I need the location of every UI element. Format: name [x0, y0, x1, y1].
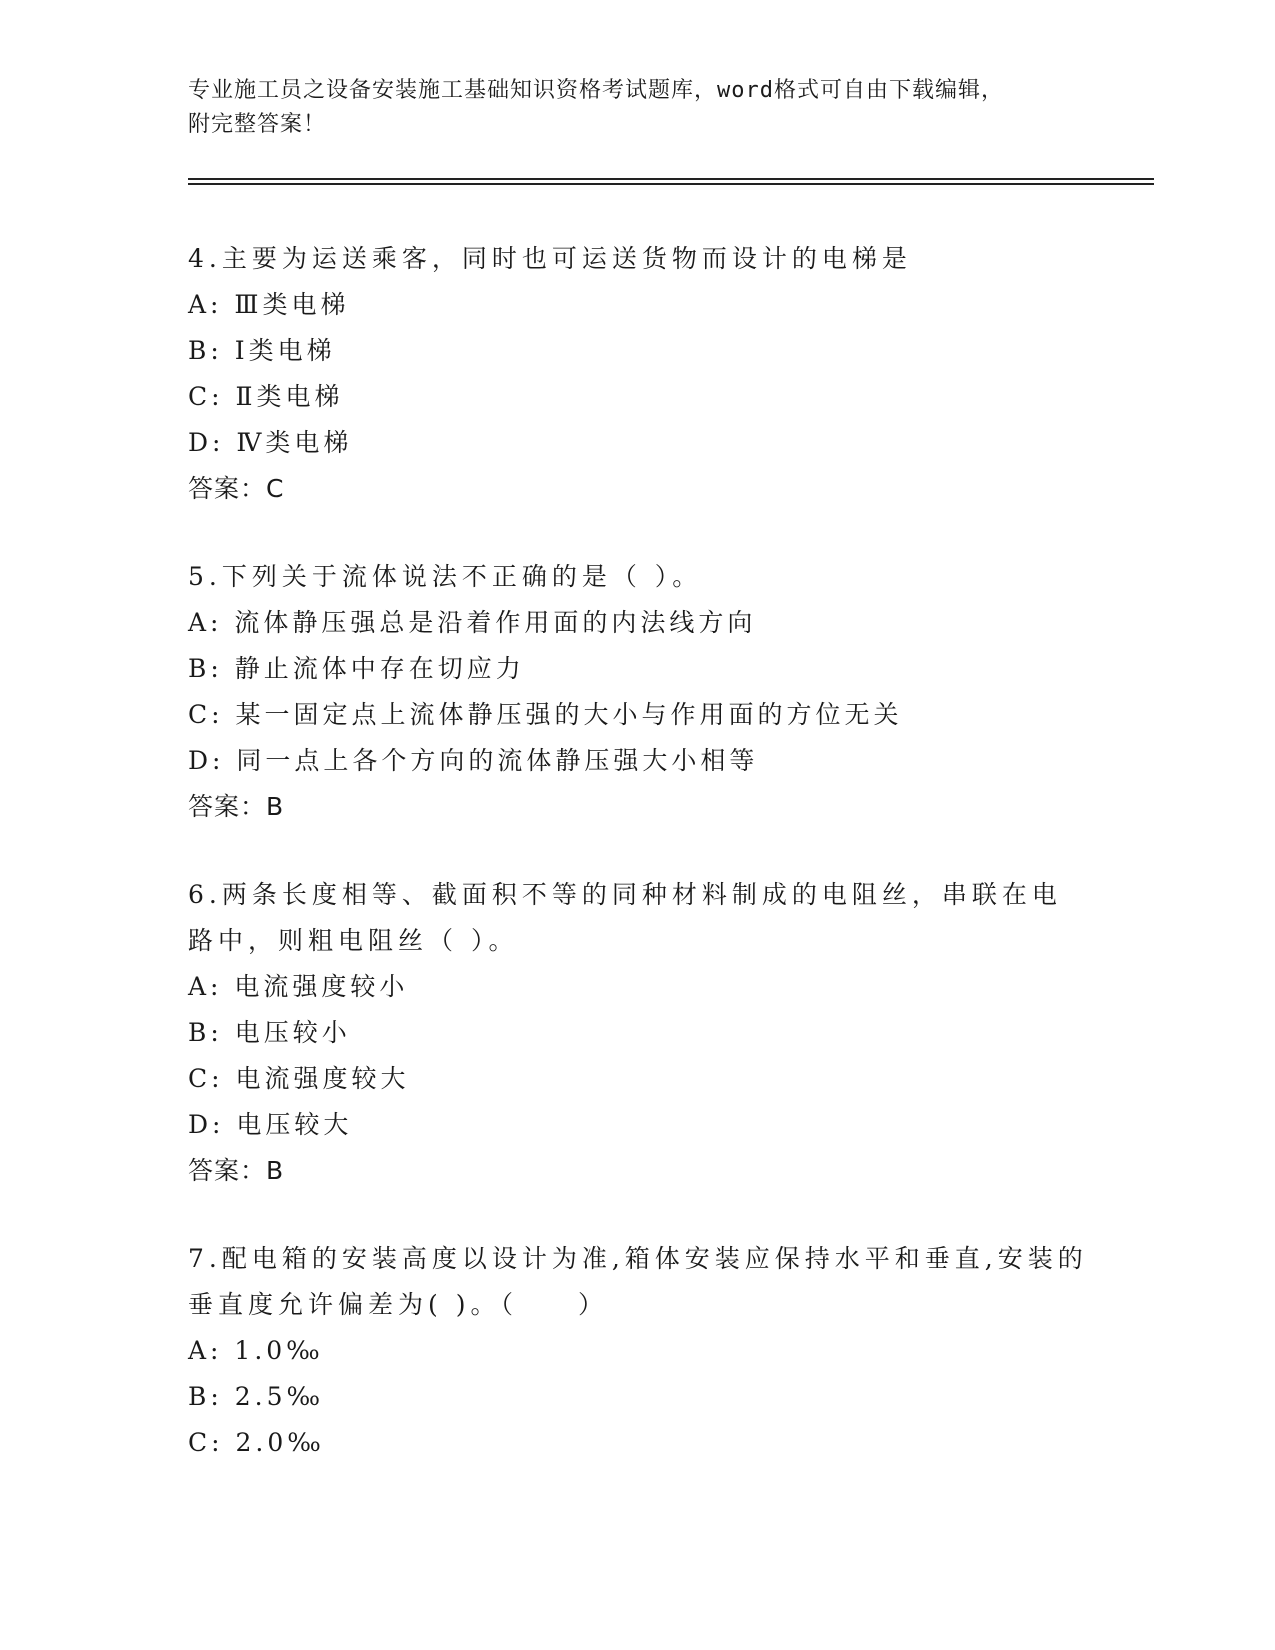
option-d: D: 同一点上各个方向的流体静压强大小相等 — [188, 746, 759, 775]
question-4 — [188, 236, 1088, 512]
option-c: C: 2.0‰ — [188, 1428, 325, 1457]
option-a: A: Ⅲ类电梯 — [188, 290, 350, 319]
answer-line: 答案：B — [188, 1156, 285, 1185]
question-6 — [188, 872, 1088, 1194]
question-7 — [188, 1236, 1088, 1466]
option-a: A: 电流强度较小 — [188, 972, 409, 1001]
option-d: D: Ⅳ类电梯 — [188, 428, 353, 457]
option-b: B: 2.5‰ — [188, 1382, 325, 1411]
option-a: A: 1.0‰ — [188, 1336, 324, 1365]
question-stem: 5.下列关于流体说法不正确的是（ ）。 — [188, 562, 703, 591]
question-stem: 4.主要为运送乘客，同时也可运送货物而设计的电梯是 — [188, 244, 912, 273]
option-c: C: Ⅱ类电梯 — [188, 382, 344, 411]
option-c: C: 电流强度较大 — [188, 1064, 410, 1093]
option-b: B: 电压较小 — [188, 1018, 351, 1047]
option-d: D: 电压较大 — [188, 1110, 353, 1139]
document-header — [188, 74, 1088, 142]
option-b: B: 静止流体中存在切应力 — [188, 654, 525, 683]
header-title-line-2: 附完整答案！ — [188, 112, 327, 137]
header-divider-bottom — [188, 183, 1154, 185]
option-c: C: 某一固定点上流体静压强的大小与作用面的方位无关 — [188, 700, 903, 729]
question-stem: 7.配电箱的安装高度以设计为准,箱体安装应保持水平和垂直,安装的垂直度允许偏差为( )。（ ） — [188, 1244, 1088, 1319]
option-b: B: Ⅰ类电梯 — [188, 336, 336, 365]
answer-line: 答案：C — [188, 474, 285, 503]
header-title-line-1: 专业施工员之设备安装施工基础知识资格考试题库，word格式可自由下载编辑， — [188, 78, 1004, 103]
question-5 — [188, 554, 1088, 830]
answer-line: 答案：B — [188, 792, 285, 821]
header-divider-top — [188, 178, 1154, 180]
option-a: A: 流体静压强总是沿着作用面的内法线方向 — [188, 608, 757, 637]
question-stem: 6.两条长度相等、截面积不等的同种材料制成的电阻丝，串联在电路中，则粗电阻丝（ ）。 — [188, 880, 1062, 955]
question-list — [188, 236, 1088, 1508]
